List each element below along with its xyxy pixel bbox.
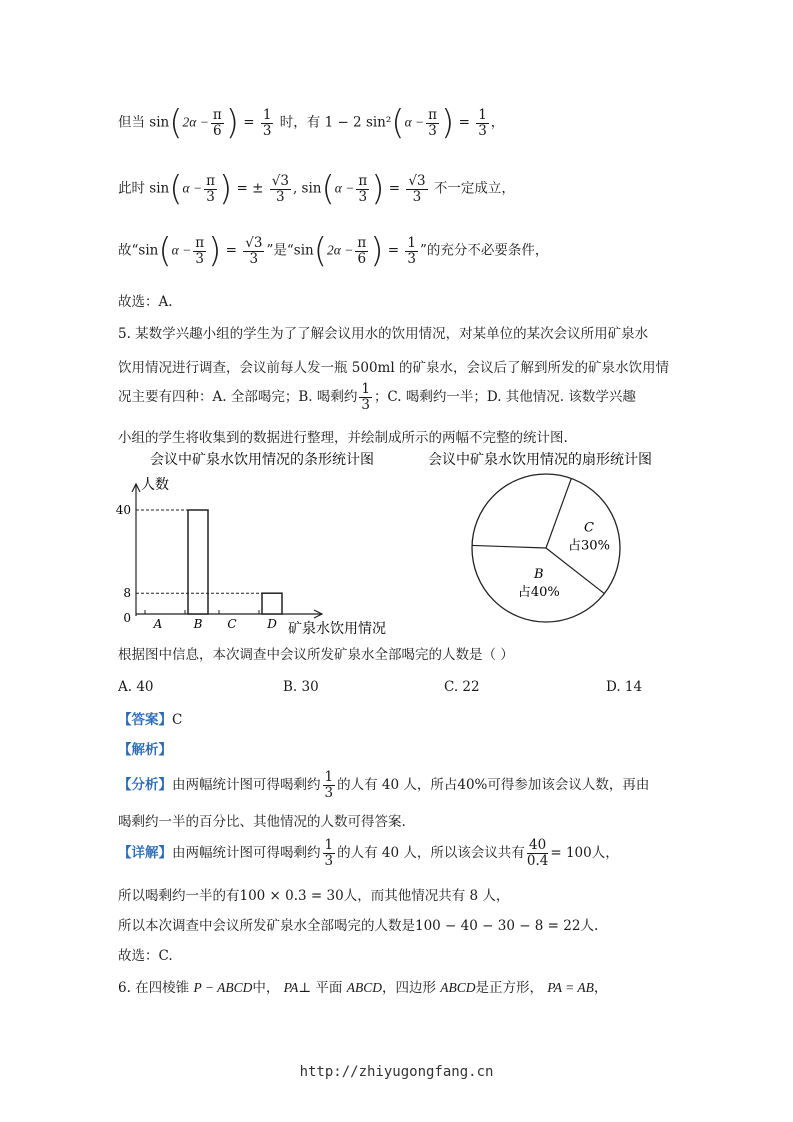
fraction: $\frac{1}{3}$ bbox=[478, 106, 487, 139]
paren: ( bbox=[321, 169, 335, 209]
question-5-line-2: 饮用情况进行调查，会议前每人发一瓶 500ml 的矿泉水，会议后了解到所发的矿泉水饮用情 bbox=[118, 360, 669, 376]
math: α − bbox=[334, 180, 355, 196]
paren: ( bbox=[313, 231, 327, 271]
question-6-line-1: 6. 在四棱锥 P − ABCD中， PA⊥ 平面 ABCD，四边形 ABCD是正方形， PA = AB， bbox=[118, 980, 608, 996]
paren: ) bbox=[208, 231, 222, 271]
paren: ( bbox=[391, 103, 405, 143]
fraction: $\frac{\pi}{3}$ bbox=[358, 172, 368, 205]
fraction: $\frac{\pi}{6}$ bbox=[212, 106, 222, 139]
math: 1 − 2 sin² bbox=[324, 114, 392, 131]
x-tick-label: D bbox=[267, 617, 277, 631]
option-c[interactable]: C. 22 bbox=[444, 679, 480, 695]
paren: ( bbox=[158, 231, 172, 271]
analysis-header bbox=[118, 738, 172, 758]
solution-line-1 bbox=[118, 103, 505, 143]
math: = ± bbox=[236, 180, 264, 197]
paren: ) bbox=[371, 169, 385, 209]
fraction: $\frac{\pi}{3}$ bbox=[428, 106, 438, 139]
answer-tag: 【答案】 bbox=[118, 712, 172, 728]
detail-conclusion: 故选：C. bbox=[118, 948, 173, 964]
math: = bbox=[225, 242, 237, 259]
math-sin: sin bbox=[149, 180, 170, 197]
x-tick-label: C bbox=[227, 617, 237, 631]
bar bbox=[262, 593, 282, 614]
pie-slice-percent: 占40% bbox=[517, 585, 560, 601]
solution-line-2 bbox=[118, 169, 515, 209]
fraction: $\frac{1}{3}$ bbox=[262, 106, 272, 139]
math: α − bbox=[182, 180, 203, 196]
math: α − bbox=[171, 242, 192, 258]
pie-slice-label: C bbox=[584, 520, 594, 536]
question-5-line-1: 5. 某数学兴趣小组的学生为了了解会议用水的饮用情况，对某单位的某次会议所用矿泉水 bbox=[118, 326, 649, 342]
bar bbox=[188, 510, 208, 614]
math: = bbox=[243, 114, 255, 131]
math: = bbox=[387, 242, 400, 259]
paren: ) bbox=[370, 231, 384, 271]
fraction: $\frac{1}{3}$ bbox=[324, 837, 334, 869]
y-tick-label: 8 bbox=[123, 586, 131, 601]
detail-line-3: 所以本次调查中会议所发矿泉水全部喝完的人数是100 − 40 − 30 − 8 = 22人. bbox=[118, 918, 599, 934]
pie-chart bbox=[428, 451, 652, 622]
footer-url[interactable]: http://zhiyugongfang.cn bbox=[299, 1064, 494, 1080]
fraction: $\frac{√3}{3}$ bbox=[245, 234, 263, 267]
x-axis-label: 矿泉水饮用情况 bbox=[288, 621, 386, 637]
math-sin: sin bbox=[293, 242, 314, 259]
paren: ) bbox=[218, 169, 233, 209]
solution-line-3 bbox=[118, 231, 549, 271]
y-tick-label: 0 bbox=[123, 611, 131, 625]
fraction: $\frac{√3}{3}$ bbox=[408, 172, 426, 205]
math: = bbox=[458, 114, 470, 131]
math-sin: sin bbox=[138, 242, 159, 259]
text: 不一定成立， bbox=[433, 180, 515, 197]
analysis-line-1: 【分析】由两幅统计图可得喝剩约 $\frac{1}{3}$ 的人有 40 人，所占40%可得参加该会议人数，再由 bbox=[118, 769, 650, 801]
detail-tag: 【详解】 bbox=[118, 845, 172, 861]
question-5-line-4: 小组的学生将收集到的数据进行整理，并绘制成所示的两幅不完整的统计图. bbox=[118, 430, 568, 446]
option-b[interactable]: B. 30 bbox=[283, 679, 319, 695]
analysis-line-2: 喝剩约一半的百分比、其他情况的人数可得答案. bbox=[118, 814, 406, 830]
detail-line-2: 所以喝剩约一半的有100 × 0.3 = 30人，而其他情况共有 8 人， bbox=[118, 888, 510, 904]
x-tick-label: A bbox=[153, 617, 163, 631]
math-sin: , sin bbox=[292, 180, 322, 197]
math: 2α − bbox=[326, 242, 354, 258]
analysis-tag: 【解析】 bbox=[118, 742, 172, 758]
fraction: $\frac{\pi}{6}$ bbox=[357, 234, 367, 267]
statistics-charts bbox=[110, 444, 700, 640]
y-tick-label: 40 bbox=[115, 503, 131, 517]
paren: ( bbox=[169, 169, 183, 209]
analysis-sub-tag: 【分析】 bbox=[118, 777, 172, 793]
fraction: $\frac{40}{0.4}$ bbox=[526, 837, 549, 869]
answer-line bbox=[118, 708, 182, 728]
answer-value: C bbox=[172, 712, 183, 728]
bar-chart-title: 会议中矿泉水饮用情况的条形统计图 bbox=[150, 452, 374, 468]
paren: ) bbox=[441, 103, 455, 143]
option-a[interactable]: A. 40 bbox=[118, 679, 154, 695]
x-tick-label: B bbox=[193, 617, 203, 631]
paren: ( bbox=[169, 103, 183, 143]
text: 故“ bbox=[118, 242, 139, 259]
text: 但当 bbox=[118, 114, 145, 131]
pie-slice-label: B bbox=[534, 567, 544, 583]
pie-chart-title: 会议中矿泉水饮用情况的扇形统计图 bbox=[428, 452, 652, 468]
text: 时，有 bbox=[279, 114, 321, 131]
detail-line-1: 【详解】由两幅统计图可得喝剩约 $\frac{1}{3}$ 的人有 40 人，所以该会议共有 $\frac{40}{0.4}$ = 100人， bbox=[118, 837, 619, 869]
math: α − bbox=[404, 114, 425, 130]
fraction: $\frac{1}{3}$ bbox=[407, 234, 416, 267]
fraction: $\frac{\pi}{3}$ bbox=[195, 234, 205, 267]
math: = bbox=[388, 180, 401, 197]
question-5-prompt: 根据图中信息，本次调查中会议所发矿泉水全部喝完的人数是（ ） bbox=[118, 647, 514, 663]
text: ”的充分不必要条件， bbox=[419, 242, 549, 259]
bar-chart bbox=[116, 451, 386, 637]
paren: ) bbox=[225, 103, 239, 143]
text: ， bbox=[490, 114, 505, 131]
math: 2α − bbox=[182, 114, 209, 130]
fraction: $\frac{1}{3}$ bbox=[361, 381, 370, 413]
math-sin: sin bbox=[149, 114, 170, 131]
fraction: $\frac{√3}{3}$ bbox=[271, 172, 289, 205]
text: ”是“ bbox=[266, 242, 294, 259]
y-axis-label: 人数 bbox=[141, 477, 169, 493]
option-d[interactable]: D. 14 bbox=[606, 679, 643, 695]
pie-slice-percent: 占30% bbox=[568, 538, 610, 554]
fraction: $\frac{\pi}{3}$ bbox=[206, 172, 215, 205]
solution-conclusion: 故选：A. bbox=[118, 294, 173, 310]
text: 此时 bbox=[118, 180, 145, 197]
question-5-line-3: 况主要有四种：A. 全部喝完；B. 喝剩约 $\frac{1}{3}$ ；C. 喝剩约一半；D. 其他情况. 该数学兴趣 bbox=[118, 381, 636, 413]
fraction: $\frac{1}{3}$ bbox=[324, 769, 334, 801]
